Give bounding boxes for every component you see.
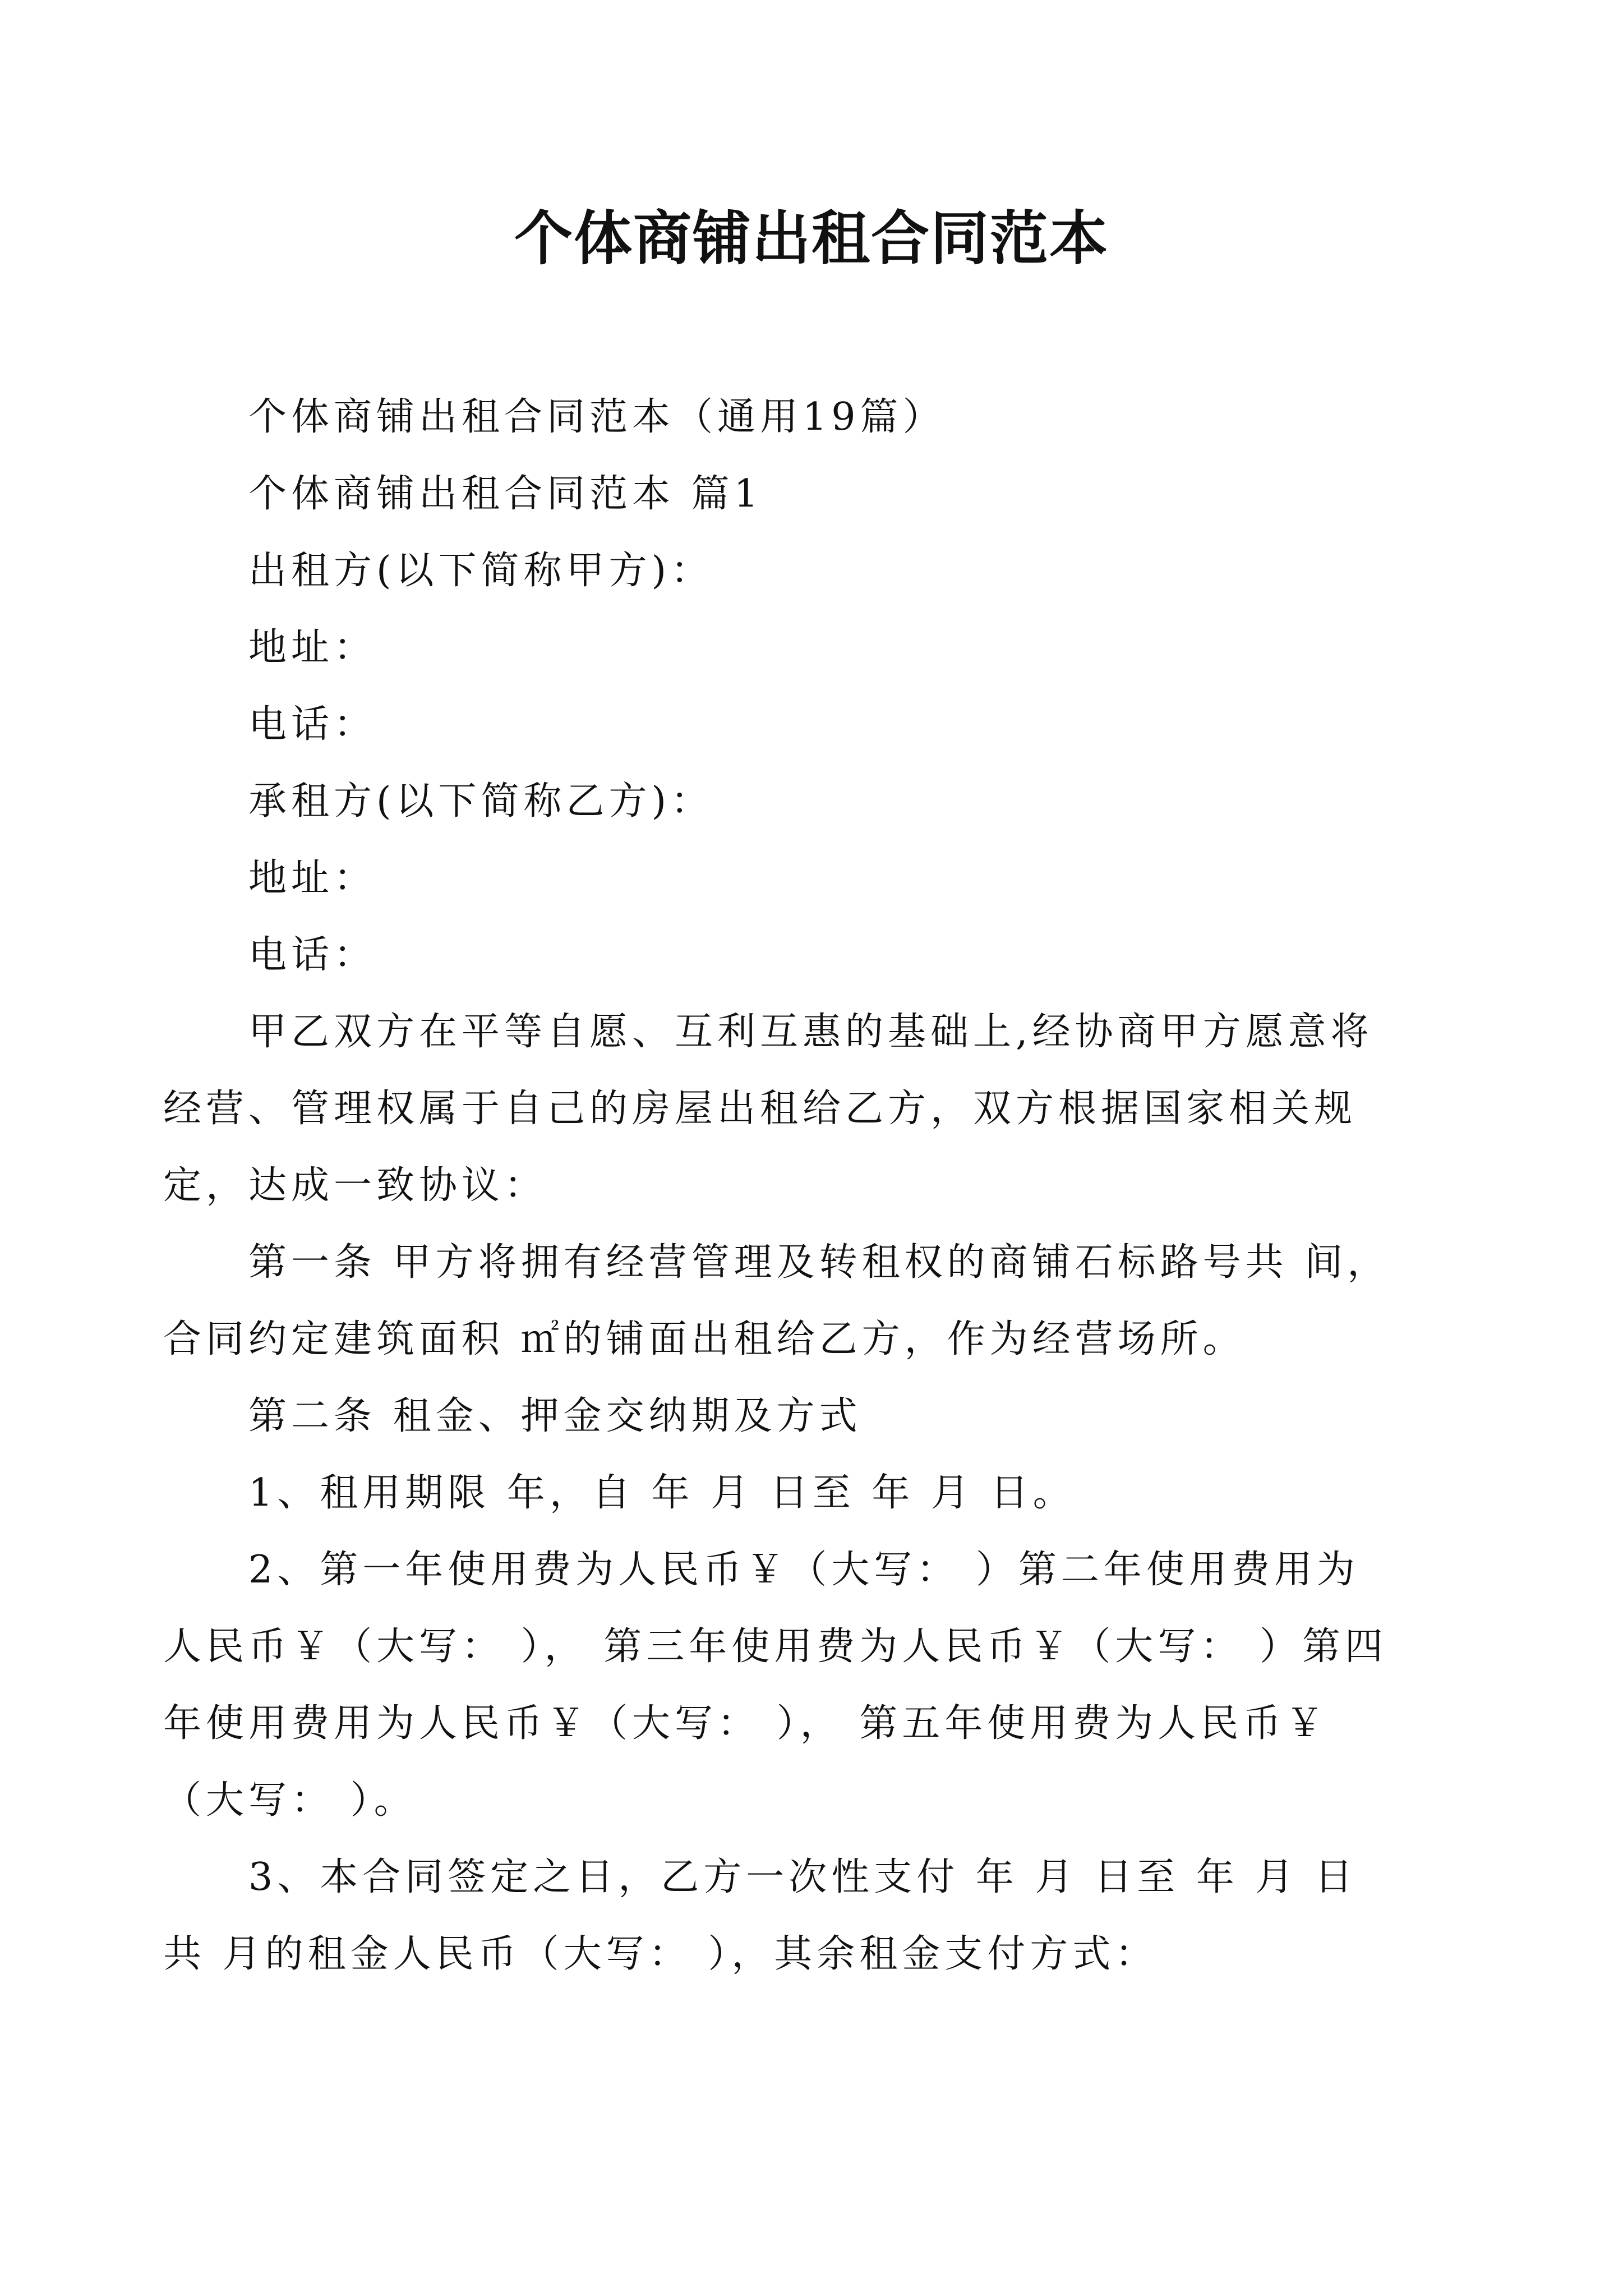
document-body [163, 379, 1393, 1993]
clause-1-paragraph: 1、租用期限 年，自 年 月 日至 年 月 日。 [248, 1471, 1076, 1515]
lessor-phone-label: 电话： [248, 702, 377, 747]
preamble-paragraph: 甲乙双方在平等自愿、互利互惠的基础上,经协商甲方愿意将经营、管理权属于自己的房屋出租给乙方，双方根据国家相关规定，达成一致协议： [163, 1010, 1373, 1208]
document-title: 个体商铺出租合同范本 [514, 204, 1109, 273]
lessee-label: 承租方(以下简称乙方)： [248, 779, 714, 823]
article-one-paragraph: 第一条 甲方将拥有经营管理及转租权的商铺石标路号共 间，合同约定建筑面积 ㎡的铺面出租给乙方，作为经营场所。 [163, 1240, 1390, 1361]
clause-3-paragraph: 3、本合同签定之日，乙方一次性支付 年 月 日至 年 月 日共 月的租金人民币（大写： ），其余租金支付方式： [163, 1855, 1357, 1976]
section-heading: 个体商铺出租合同范本 篇1 [248, 472, 763, 516]
lessor-label: 出租方(以下简称甲方)： [248, 549, 714, 593]
subtitle-line: 个体商铺出租合同范本（通用19篇） [248, 395, 946, 439]
lessee-phone-label: 电话： [248, 933, 377, 977]
article-two-heading: 第二条 租金、押金交纳期及方式 [248, 1394, 862, 1438]
lessor-address-label: 地址： [248, 625, 377, 670]
clause-2-paragraph: 2、第一年使用费为人民币￥（大写： ）第二年使用费用为人民币￥（大写： ）， 第三年使用费为人民币￥（大写： ）第四年使用费用为人民币￥（大写： ）， 第五年使用费为人民币￥（大写： ）。 [163, 1548, 1387, 1823]
lessee-address-label: 地址： [248, 856, 377, 900]
